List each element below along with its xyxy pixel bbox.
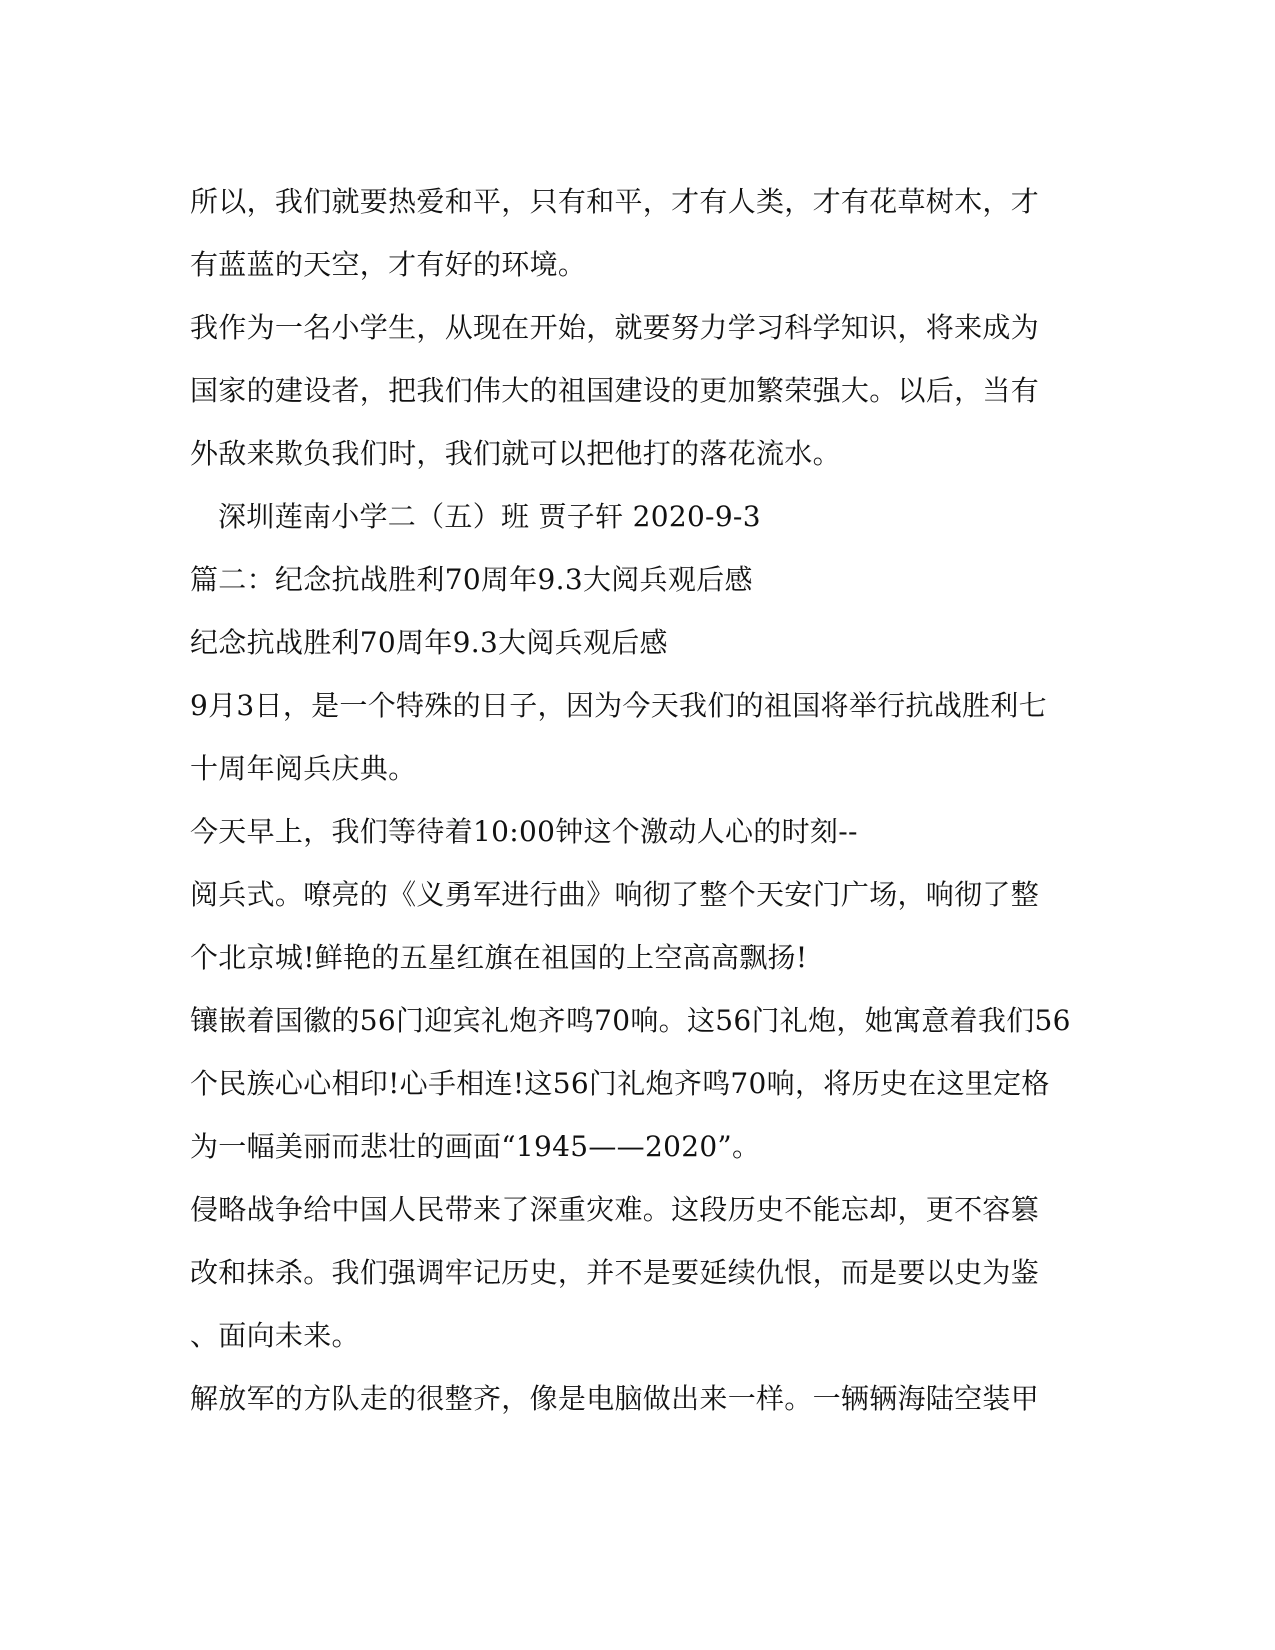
text-line-5: 外敌来欺负我们时，我们就可以把他打的落花流水。 xyxy=(190,437,841,470)
signature-line: 深圳莲南小学二（五）班 贾子轩 2020-9-3 xyxy=(218,500,761,533)
text-line-1: 所以，我们就要热爱和平，只有和平，才有人类，才有花草树木，才 xyxy=(190,185,1040,218)
document-body xyxy=(190,170,1070,1430)
text-line-2: 有蓝蓝的天空，才有好的环境。 xyxy=(190,248,587,281)
text-line-11: 今天早上，我们等待着10:00钟这个激动人心的时刻-- xyxy=(190,815,858,848)
text-line-4: 国家的建设者，把我们伟大的祖国建设的更加繁荣强大。以后，当有 xyxy=(190,374,1040,407)
text-line-15: 个民族心心相印!心手相连!这56门礼炮齐鸣70响，将历史在这里定格 xyxy=(190,1067,1050,1100)
text-line-13: 个北京城!鲜艳的五星红旗在祖国的上空高高飘扬! xyxy=(190,941,808,974)
text-line-14: 镶嵌着国徽的56门迎宾礼炮齐鸣70响。这56门礼炮，她寓意着我们56 xyxy=(190,1004,1071,1037)
section-heading: 篇二：纪念抗战胜利70周年9.3大阅兵观后感 xyxy=(190,563,753,596)
text-line-20: 解放军的方队走的很整齐，像是电脑做出来一样。一辆辆海陆空装甲 xyxy=(190,1382,1040,1415)
text-line-9: 9月3日，是一个特殊的日子，因为今天我们的祖国将举行抗战胜利七 xyxy=(190,689,1047,722)
text-line-17: 侵略战争给中国人民带来了深重灾难。这段历史不能忘却，更不容篡 xyxy=(190,1193,1040,1226)
text-line-12: 阅兵式。嘹亮的《义勇军进行曲》响彻了整个天安门广场，响彻了整 xyxy=(190,878,1040,911)
text-line-10: 十周年阅兵庆典。 xyxy=(190,752,417,785)
text-line-16: 为一幅美丽而悲壮的画面“1945——2020”。 xyxy=(190,1130,761,1163)
text-line-18: 改和抹杀。我们强调牢记历史，并不是要延续仇恨，而是要以史为鉴 xyxy=(190,1256,1040,1289)
text-line-19: 、面向未来。 xyxy=(190,1319,360,1352)
article-title: 纪念抗战胜利70周年9.3大阅兵观后感 xyxy=(190,626,668,659)
text-line-3: 我作为一名小学生，从现在开始，就要努力学习科学知识，将来成为 xyxy=(190,311,1040,344)
